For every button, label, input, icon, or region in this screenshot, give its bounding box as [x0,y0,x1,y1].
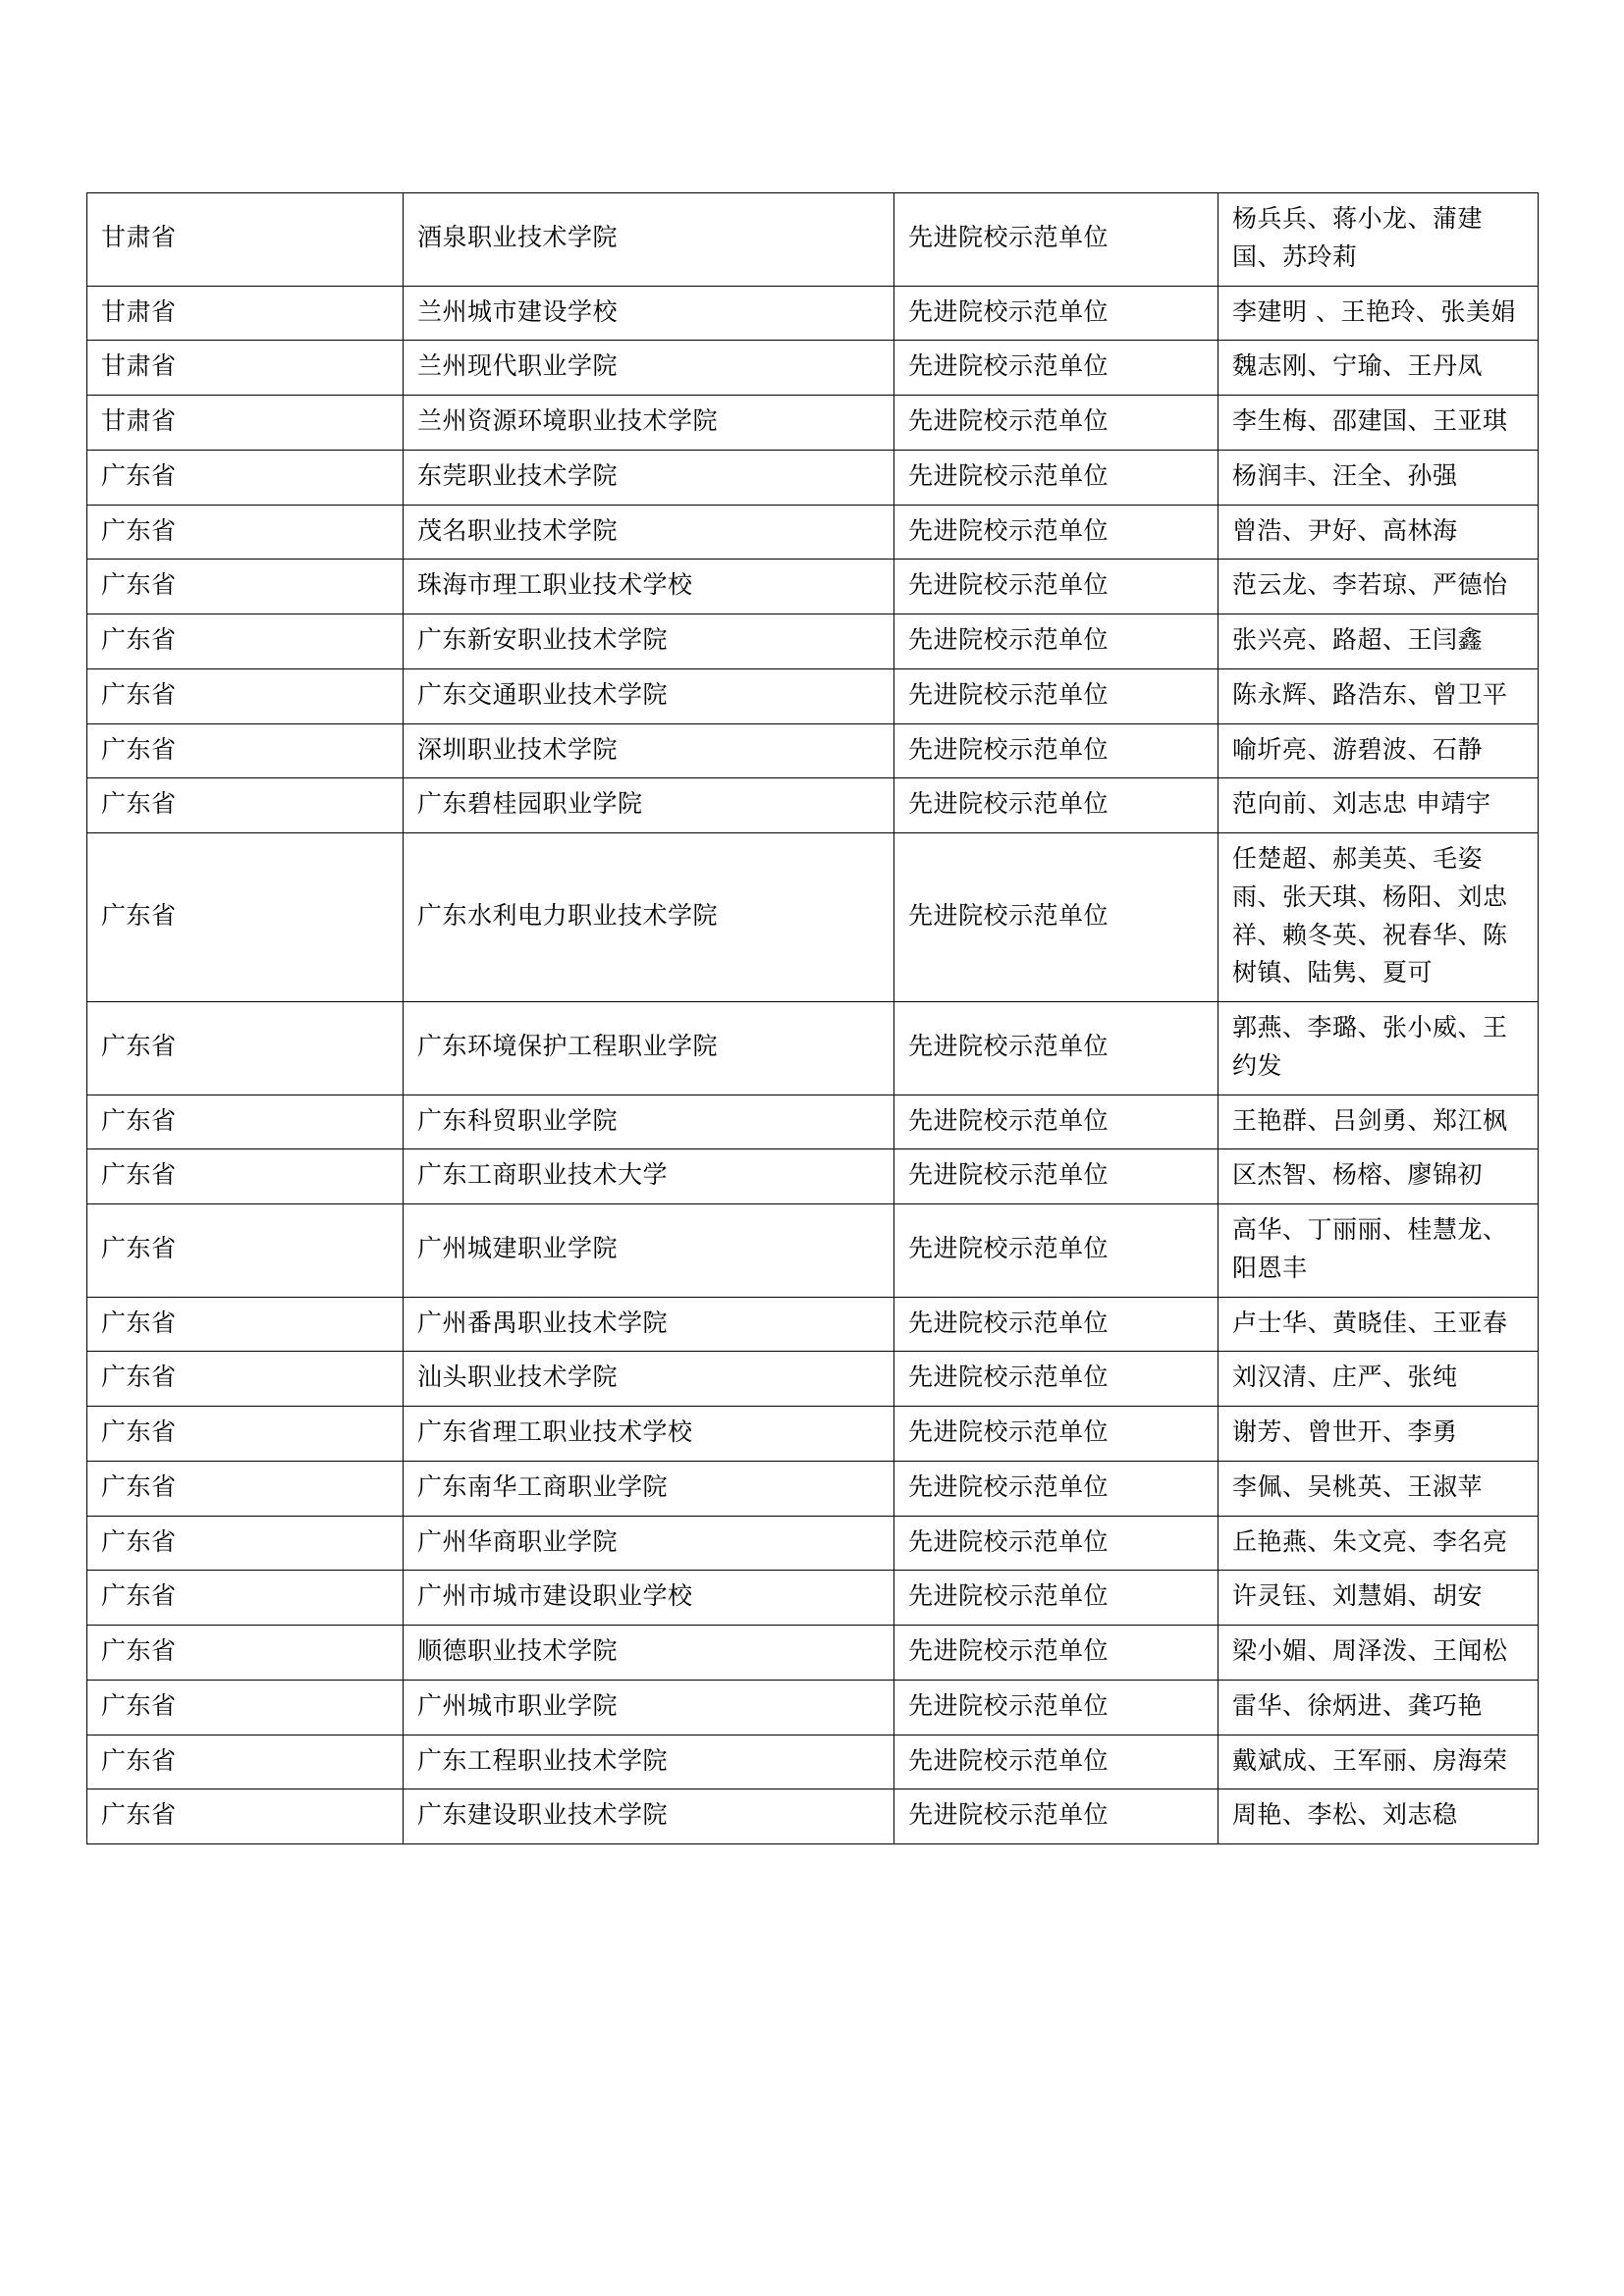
cell-school: 广东碧桂园职业学院 [404,778,894,833]
cell-honor: 先进院校示范单位 [894,1204,1218,1298]
cell-province: 广东省 [87,1149,404,1204]
table-row [87,1516,1539,1571]
cell-people: 王艳群、吕剑勇、郑江枫 [1218,1095,1539,1149]
cell-school: 顺德职业技术学院 [404,1626,894,1681]
table-row [87,396,1539,451]
cell-people: 喻圻亮、游碧波、石静 [1218,723,1539,778]
cell-province: 广东省 [87,1002,404,1095]
cell-honor: 先进院校示范单位 [894,286,1218,341]
cell-school: 广东科贸职业学院 [404,1095,894,1149]
table-row [87,668,1539,723]
cell-school: 广东新安职业技术学院 [404,614,894,669]
cell-honor: 先进院校示范单位 [894,614,1218,669]
award-table [86,192,1539,1844]
cell-school: 广东交通职业技术学院 [404,668,894,723]
cell-honor: 先进院校示范单位 [894,1735,1218,1789]
table-row [87,450,1539,505]
award-table-body [87,193,1539,1844]
table-row [87,193,1539,287]
cell-province: 广东省 [87,450,404,505]
cell-province: 广东省 [87,560,404,614]
cell-honor: 先进院校示范单位 [894,450,1218,505]
cell-people: 魏志刚、宁瑜、王丹凤 [1218,341,1539,396]
cell-people: 陈永辉、路浩东、曾卫平 [1218,668,1539,723]
table-row [87,560,1539,614]
cell-school: 酒泉职业技术学院 [404,193,894,287]
cell-school: 广东水利电力职业技术学院 [404,833,894,1002]
cell-province: 广东省 [87,668,404,723]
cell-province: 广东省 [87,1352,404,1407]
table-row [87,1571,1539,1626]
cell-honor: 先进院校示范单位 [894,505,1218,560]
cell-province: 广东省 [87,1204,404,1298]
cell-people: 雷华、徐炳进、龚巧艳 [1218,1680,1539,1735]
table-row [87,1002,1539,1095]
cell-honor: 先进院校示范单位 [894,1352,1218,1407]
cell-school: 珠海市理工职业技术学校 [404,560,894,614]
table-row [87,1461,1539,1516]
cell-province: 广东省 [87,1516,404,1571]
table-row [87,1297,1539,1352]
cell-province: 广东省 [87,1571,404,1626]
cell-people: 刘汉清、庄严、张纯 [1218,1352,1539,1407]
cell-school: 广州市城市建设职业学校 [404,1571,894,1626]
cell-province: 广东省 [87,1626,404,1681]
cell-honor: 先进院校示范单位 [894,1516,1218,1571]
cell-province: 广东省 [87,614,404,669]
cell-honor: 先进院校示范单位 [894,1149,1218,1204]
cell-honor: 先进院校示范单位 [894,1297,1218,1352]
cell-school: 深圳职业技术学院 [404,723,894,778]
cell-province: 广东省 [87,1461,404,1516]
cell-people: 李佩、吴桃英、王淑苹 [1218,1461,1539,1516]
cell-school: 广东环境保护工程职业学院 [404,1002,894,1095]
cell-honor: 先进院校示范单位 [894,1461,1218,1516]
cell-people: 李生梅、邵建国、王亚琪 [1218,396,1539,451]
cell-people: 区杰智、杨榕、廖锦初 [1218,1149,1539,1204]
cell-people: 杨兵兵、蒋小龙、蒲建国、苏玲莉 [1218,193,1539,287]
table-row [87,833,1539,1002]
table-row [87,1095,1539,1149]
table-row [87,505,1539,560]
table-row [87,778,1539,833]
cell-school: 广州城市职业学院 [404,1680,894,1735]
table-row [87,1407,1539,1462]
cell-people: 高华、丁丽丽、桂慧龙、阳恩丰 [1218,1204,1539,1298]
cell-school: 广东南华工商职业学院 [404,1461,894,1516]
table-row [87,286,1539,341]
cell-school: 兰州资源环境职业技术学院 [404,396,894,451]
cell-province: 广东省 [87,505,404,560]
cell-honor: 先进院校示范单位 [894,193,1218,287]
cell-province: 广东省 [87,1680,404,1735]
cell-honor: 先进院校示范单位 [894,778,1218,833]
cell-province: 广东省 [87,1789,404,1844]
cell-people: 郭燕、李璐、张小威、王约发 [1218,1002,1539,1095]
cell-school: 茂名职业技术学院 [404,505,894,560]
table-row [87,1626,1539,1681]
cell-province: 广东省 [87,778,404,833]
cell-honor: 先进院校示范单位 [894,396,1218,451]
table-row [87,1680,1539,1735]
cell-honor: 先进院校示范单位 [894,1680,1218,1735]
table-row [87,1352,1539,1407]
cell-people: 谢芳、曾世开、李勇 [1218,1407,1539,1462]
cell-province: 广东省 [87,1407,404,1462]
cell-province: 广东省 [87,1735,404,1789]
cell-honor: 先进院校示范单位 [894,1002,1218,1095]
table-row [87,1149,1539,1204]
table-row [87,723,1539,778]
cell-school: 广州华商职业学院 [404,1516,894,1571]
table-row [87,614,1539,669]
cell-school: 广州番禺职业技术学院 [404,1297,894,1352]
cell-province: 甘肃省 [87,341,404,396]
cell-school: 广东工程职业技术学院 [404,1735,894,1789]
table-row [87,1735,1539,1789]
cell-school: 广东建设职业技术学院 [404,1789,894,1844]
cell-school: 兰州现代职业学院 [404,341,894,396]
cell-people: 梁小媚、周泽泼、王闻松 [1218,1626,1539,1681]
cell-people: 张兴亮、路超、王闫鑫 [1218,614,1539,669]
cell-honor: 先进院校示范单位 [894,560,1218,614]
cell-province: 广东省 [87,1095,404,1149]
cell-honor: 先进院校示范单位 [894,723,1218,778]
table-row [87,1789,1539,1844]
cell-people: 范云龙、李若琼、严德怡 [1218,560,1539,614]
cell-school: 广州城建职业学院 [404,1204,894,1298]
cell-honor: 先进院校示范单位 [894,1789,1218,1844]
table-row [87,341,1539,396]
cell-province: 甘肃省 [87,193,404,287]
cell-people: 卢士华、黄晓佳、王亚春 [1218,1297,1539,1352]
cell-school: 广东省理工职业技术学校 [404,1407,894,1462]
cell-people: 许灵钰、刘慧娟、胡安 [1218,1571,1539,1626]
table-row [87,1204,1539,1298]
cell-honor: 先进院校示范单位 [894,833,1218,1002]
cell-school: 广东工商职业技术大学 [404,1149,894,1204]
cell-school: 兰州城市建设学校 [404,286,894,341]
cell-province: 甘肃省 [87,286,404,341]
cell-people: 戴斌成、王军丽、房海荣 [1218,1735,1539,1789]
cell-people: 曾浩、尹好、高林海 [1218,505,1539,560]
cell-school: 汕头职业技术学院 [404,1352,894,1407]
cell-province: 广东省 [87,723,404,778]
cell-honor: 先进院校示范单位 [894,1095,1218,1149]
cell-people: 范向前、刘志忠 申靖宇 [1218,778,1539,833]
cell-province: 广东省 [87,1297,404,1352]
cell-people: 杨润丰、汪全、孙强 [1218,450,1539,505]
cell-people: 丘艳燕、朱文亮、李名亮 [1218,1516,1539,1571]
cell-honor: 先进院校示范单位 [894,341,1218,396]
cell-people: 李建明 、王艳玲、张美娟 [1218,286,1539,341]
cell-honor: 先进院校示范单位 [894,1626,1218,1681]
cell-people: 周艳、李松、刘志稳 [1218,1789,1539,1844]
cell-honor: 先进院校示范单位 [894,668,1218,723]
cell-province: 广东省 [87,833,404,1002]
cell-school: 东莞职业技术学院 [404,450,894,505]
cell-people: 任楚超、郝美英、毛姿雨、张天琪、杨阳、刘忠祥、赖冬英、祝春华、陈树镇、陆隽、夏可 [1218,833,1539,1002]
cell-honor: 先进院校示范单位 [894,1571,1218,1626]
cell-province: 甘肃省 [87,396,404,451]
cell-honor: 先进院校示范单位 [894,1407,1218,1462]
